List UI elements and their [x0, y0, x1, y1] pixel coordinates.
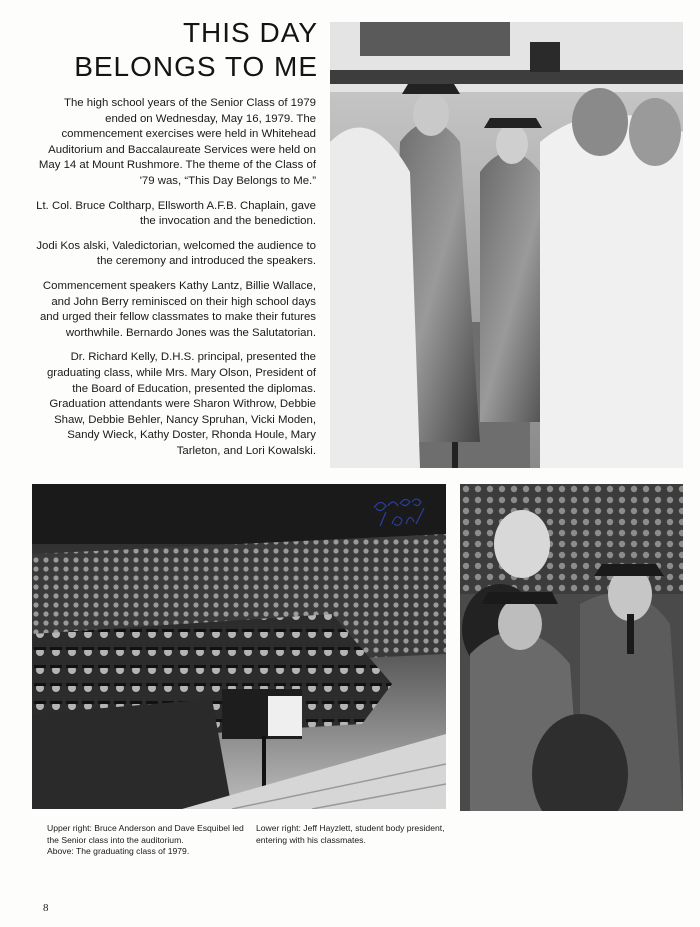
paragraph-intro: The high school years of the Senior Class of 1979 ended on Wednesday, May 16, 1979. The commencement exercises were held in Whitehead Auditorium and Baccalaureate Services were held on May 14 at Mount Rushmore. The theme of the Class of '79 was, “This Day Belongs to Me.”	[38, 97, 316, 187]
paragraph-principal: Dr. Richard Kelly, D.H.S. principal, presented the graduating class, while Mrs. Mary Olson, President of the Board of Education, presented the diplomas. Graduation attendants were Sharon Withrow, Debbie Shaw, Debbie Behler, Nancy Spruhan, Vicki Moden, Sandy Wieck, Kathy Doster, Rhonda Houle, Mary Tarleton, and Lori Kowalski.	[46, 351, 316, 457]
photo-student-president	[460, 484, 683, 811]
article-body	[30, 96, 316, 468]
caption-right	[256, 823, 456, 846]
handwritten-note	[370, 494, 430, 530]
caption-above: Above: The graduating class of 1979.	[47, 846, 190, 857]
caption-lower-right: Lower right: Jeff Hayzlett, student body president, entering with his classmates.	[256, 823, 445, 845]
paragraph-speakers: Commencement speakers Kathy Lantz, Billie Wallace, and John Berry reminisced on their high school days and urged their fellow classmates to make their futures worthwhile. Bernardo Jones was the Salutatorian.	[39, 279, 316, 339]
page-number: 8	[43, 902, 49, 914]
paragraph-valedictorian: Jodi Kos alski, Valedictorian, welcomed the audience to the ceremony and introduced the speakers.	[36, 239, 316, 268]
headline	[18, 16, 318, 84]
caption-left	[47, 823, 247, 858]
photo-procession-leaders	[330, 22, 683, 468]
photo-graduating-class	[32, 484, 446, 809]
paragraph-chaplain: Lt. Col. Bruce Coltharp, Ellsworth A.F.B. Chaplain, gave the invocation and the benediction.	[36, 199, 316, 228]
caption-upper-right: Upper right: Bruce Anderson and Dave Esquibel led the Senior class into the auditorium.	[47, 823, 244, 845]
headline-line-1: THIS DAY	[182, 17, 318, 48]
headline-line-2: BELONGS TO ME	[74, 51, 318, 82]
